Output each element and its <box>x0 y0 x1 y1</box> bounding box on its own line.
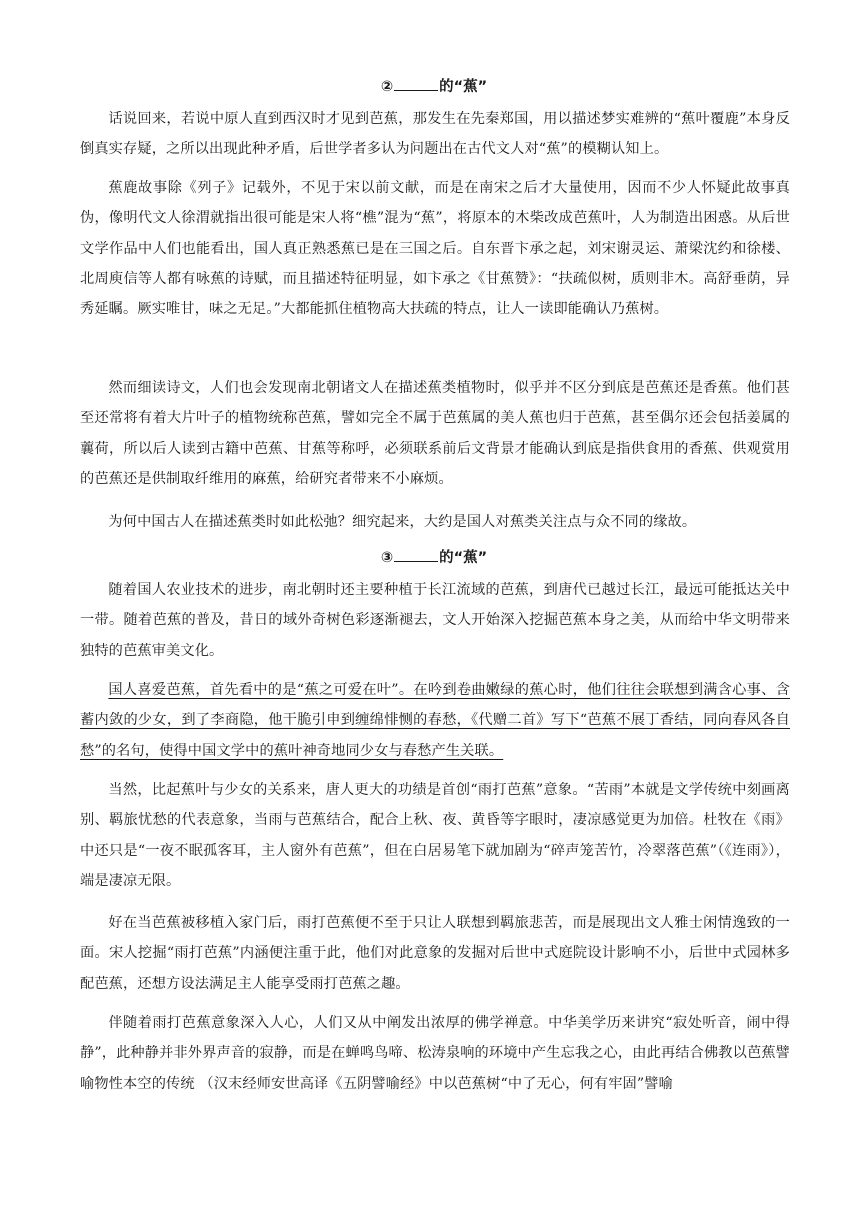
paragraph: 然而细读诗文，人们也会发现南北朝诸文人在描述蕉类植物时，似乎并不区分到底是芭蕉还是香蕉。他们甚至还常将有着大片叶子的植物统称芭蕉，譬如完全不属于芭蕉属的美人蕉也归于芭蕉，甚至偶尔还会包括姜属的蘘荷，所以后人读到古籍中芭蕉、甘蕉等称呼，必须联系前后文背景才能确认到底是指供食用的香蕉、供观赏用的芭蕉还是供制取纤维用的麻蕉，给研究者带来不小麻烦。 <box>80 380 790 487</box>
heading-number: ② <box>380 79 394 95</box>
paragraph: 好在当芭蕉被移植入家门后，雨打芭蕉便不至于只让人联想到羁旅悲苦，而是展现出文人雅士闲情逸致的一面。宋人挖掘“雨打芭蕉”内涵便注重于此，他们对此意象的发掘对后世中式庭院设计影响不小，后世中式园林多配芭蕉，还想方设法满足主人能享受雨打芭蕉之趣。 <box>80 915 790 992</box>
paragraph: 伴随着雨打芭蕉意象深入人心，人们又从中阐发出浓厚的佛学禅意。中华美学历来讲究“寂处听音，闹中得静”，此种静并非外界声音的寂静，而是在蝉鸣鸟啼、松涛泉响的环境中产生忘我之心，由此再结合佛教以芭蕉譬喻物性本空的传统 （汉末经师安世高译《五阴譬喻经》中以芭蕉树“中了无心，何有牢固”譬喻 <box>80 1015 790 1092</box>
paragraph: 话说回来，若说中原人直到西汉时才见到芭蕉，那发生在先秦郑国，用以描述梦实难辨的“蕉叶覆鹿”本身反倒真实存疑，之所以出现此种矛盾，后世学者多认为问题出在古代文人对“蕉”的模糊认知上。 <box>80 111 790 158</box>
underlined-paragraph: 国人喜爱芭蕉，首先看中的是“蕉之可爱在叶”。在吟到卷曲嫩绿的蕉心时，他们往往会联想到满含心事、含蓄内敛的少女，到了李商隐，他干脆引申到缠绵悱恻的春愁，《代赠二首》写下“芭蕉不展丁香结，同向春风各自愁”的名句，使得中国文学中的蕉叶神奇地同少女与春愁产生关联。 <box>80 682 790 759</box>
heading-suffix: 的“蕉” <box>439 79 488 95</box>
paragraph: 为何中国古人在描述蕉类时如此松弛？细究起来，大约是国人对蕉类关注点与众不同的缘故。 <box>108 514 697 530</box>
heading-suffix: 的“蕉” <box>439 550 488 566</box>
paragraph: 随着国人农业技术的进步，南北朝时还主要种植于长江流域的芭蕉，到唐代已越过长江，最远可能抵达关中一带。随着芭蕉的普及，昔日的域外奇树色彩逐渐褪去，文人开始深入挖掘芭蕉本身之美，从而给中华文明带来独特的芭蕉审美文化。 <box>80 582 790 659</box>
section-heading-3 <box>0 547 868 568</box>
fill-in-blank <box>394 76 438 91</box>
section-heading-2 <box>0 76 868 97</box>
paragraph: 蕉鹿故事除《列子》记载外，不见于宋以前文献，而是在南宋之后才大量使用，因而不少人怀疑此故事真伪，像明代文人徐渭就指出很可能是宋人将“樵”混为“蕉”，将原本的木柴改成芭蕉叶，人为制造出困惑。从后世文学作品中人们也能看出，国人真正熟悉蕉已是在三国之后。自东晋卞承之起，刘宋谢灵运、萧梁沈约和徐楼、北周庾信等人都有咏蕉的诗赋，而且描述特征明显，如卞承之《甘蕉赞》：“扶疏似树，质则非木。高舒垂荫，异秀延瞩。厥实唯甘，味之无足。”大都能抓住植物高大扶疏的特点，让人一读即能确认乃蕉树。 <box>80 180 790 318</box>
heading-number: ③ <box>380 550 394 566</box>
fill-in-blank <box>394 547 438 562</box>
paragraph: 当然，比起蕉叶与少女的关系来，唐人更大的功绩是首创“雨打芭蕉”意象。“苦雨”本就是文学传统中刻画离别、羁旅忧愁的代表意象，当雨与芭蕉结合，配合上秋、夜、黄昏等字眼时，凄凉感觉更为加倍。杜牧在《雨》中还只是“一夜不眠孤客耳，主人窗外有芭蕉”，但在白居易笔下就加剧为“碎声笼苦竹，冷翠落芭蕉”（《连雨》），端是凄凉无限。 <box>80 782 790 889</box>
